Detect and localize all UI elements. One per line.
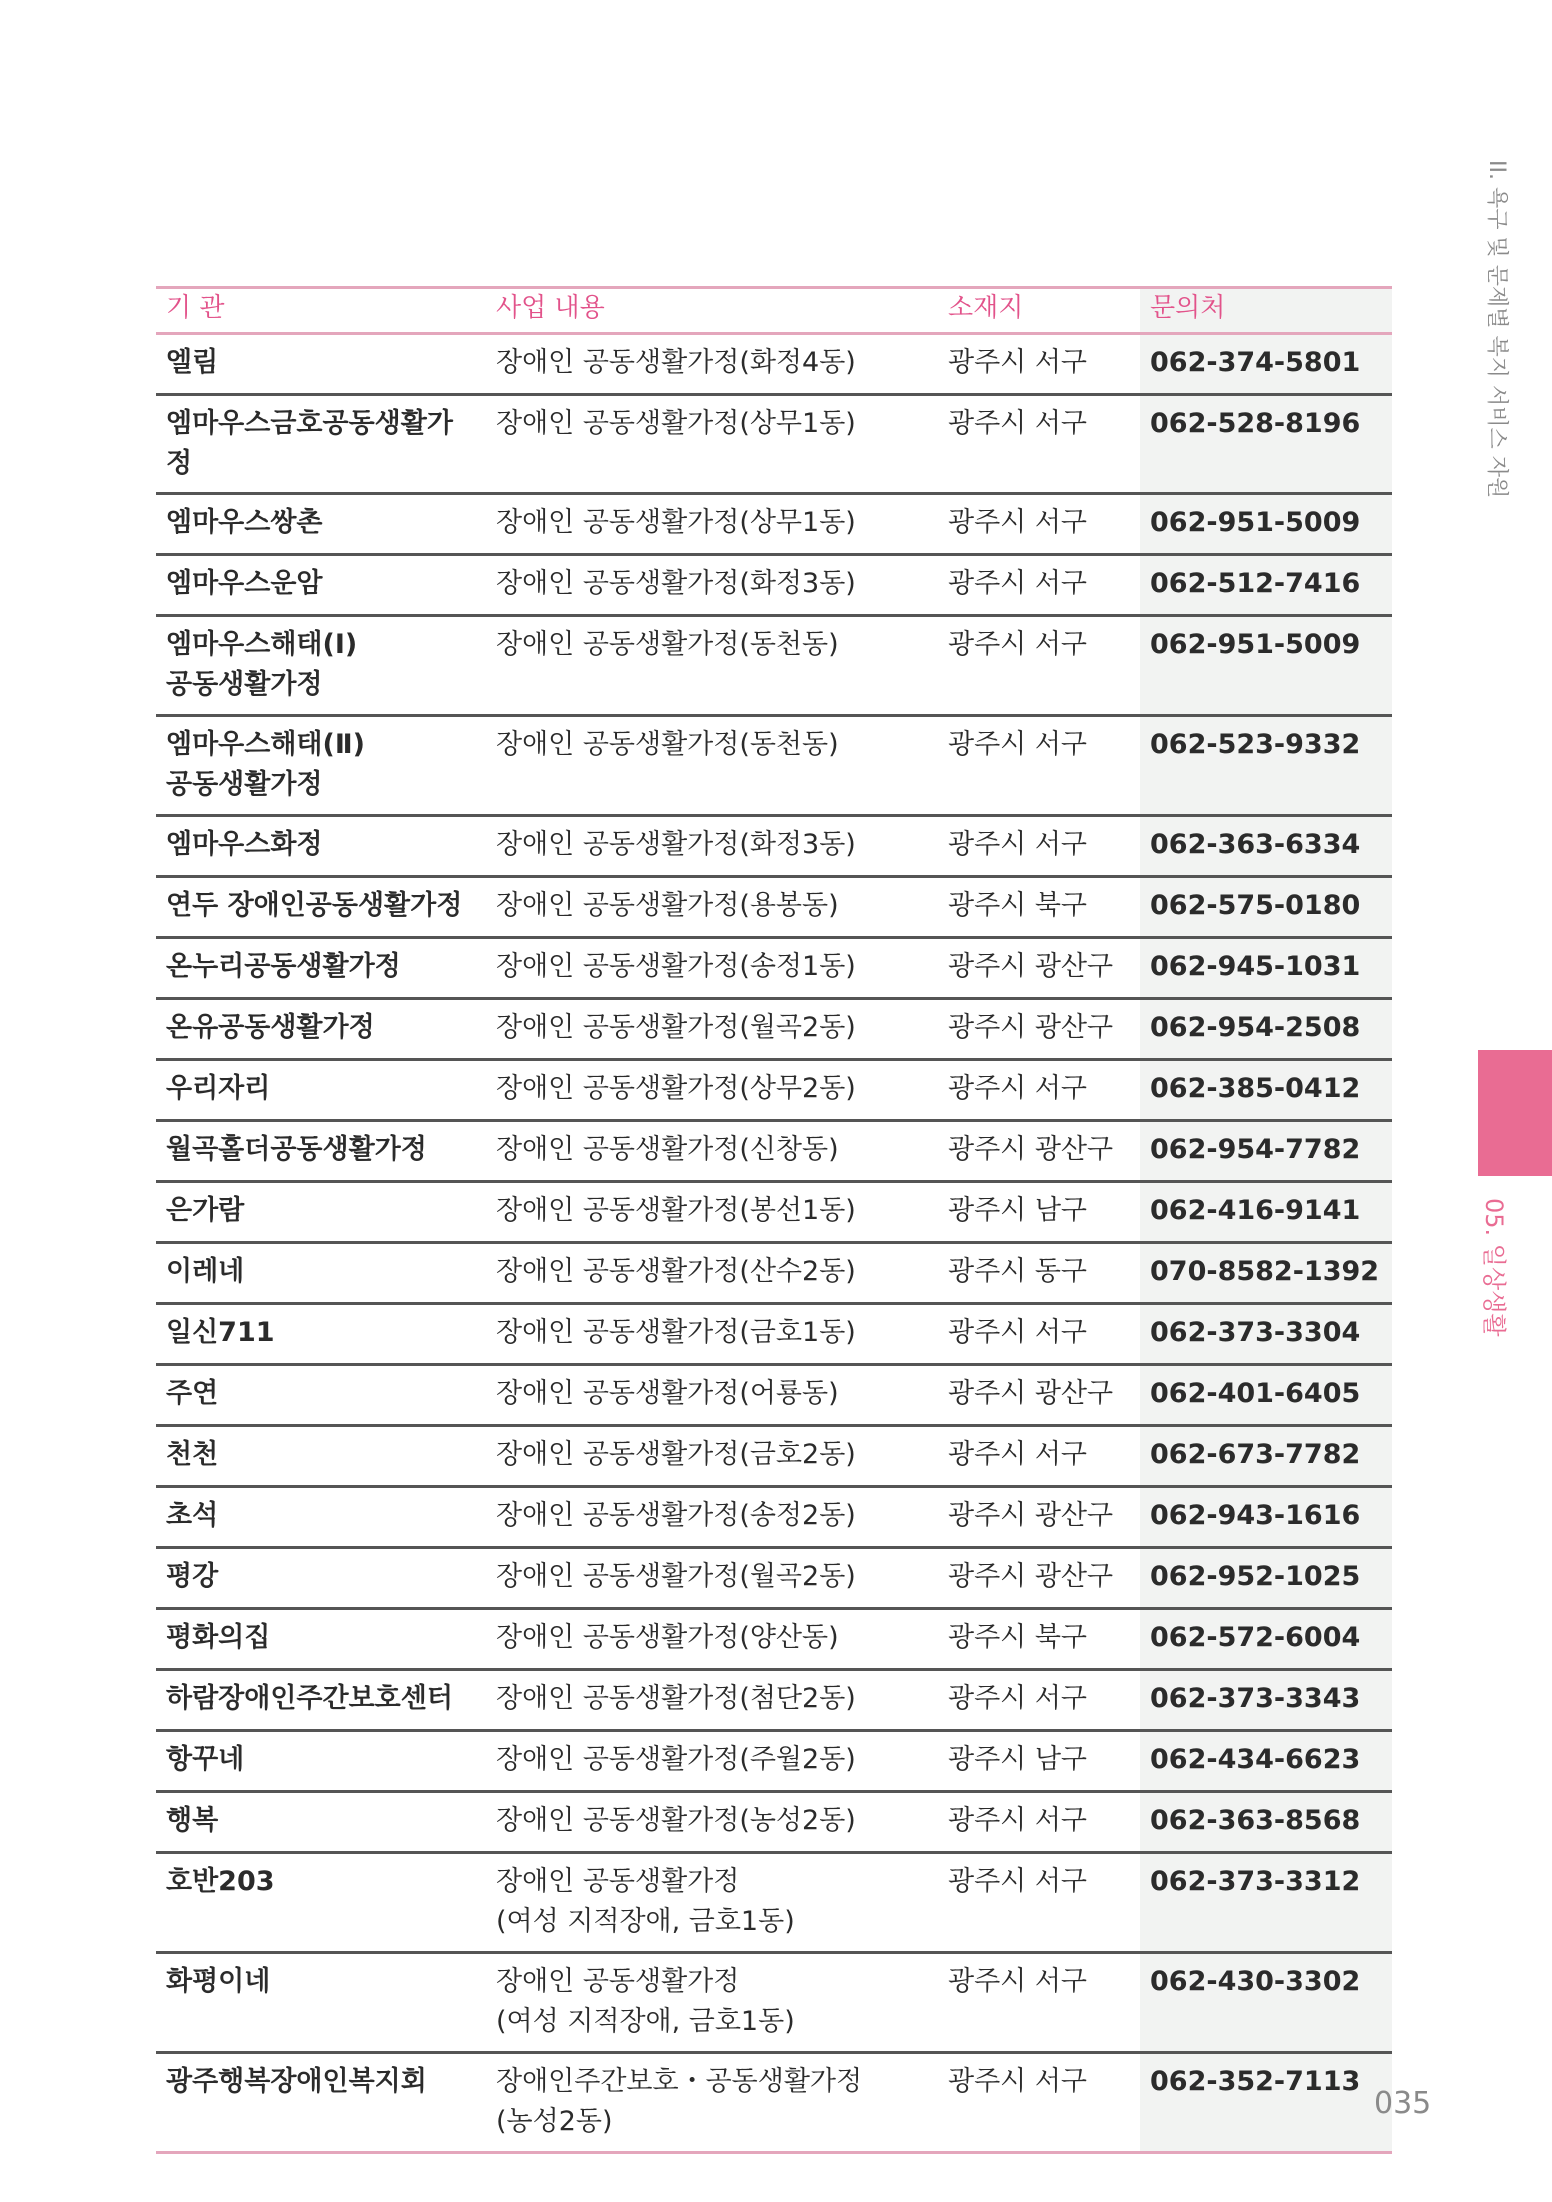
org-cell: 행복 bbox=[166, 1805, 219, 1836]
location-cell: 광주시 동구 bbox=[948, 1256, 1087, 1287]
table-row bbox=[156, 939, 1392, 1000]
location-cell: 광주시 서구 bbox=[948, 1073, 1087, 1104]
table-row bbox=[156, 1305, 1392, 1366]
org-cell: 평강 bbox=[166, 1561, 219, 1592]
table-row bbox=[156, 1671, 1392, 1732]
table-row bbox=[156, 1061, 1392, 1122]
service-cell: 장애인 공동생활가정(상무1동) bbox=[496, 507, 856, 538]
table-row bbox=[156, 495, 1392, 556]
service-cell: 장애인 공동생활가정(월곡2동) bbox=[496, 1012, 856, 1043]
header-service: 사업 내용 bbox=[496, 293, 605, 323]
location-cell: 광주시 광산구 bbox=[948, 1012, 1114, 1043]
org-cell: 은가람 bbox=[166, 1195, 245, 1226]
table-row bbox=[156, 1610, 1392, 1671]
org-cell: 호반203 bbox=[166, 1866, 275, 1897]
location-cell: 광주시 서구 bbox=[948, 507, 1087, 538]
location-cell: 광주시 광산구 bbox=[948, 1134, 1114, 1165]
org-cell: 화평이네 bbox=[166, 1966, 271, 1997]
phone-cell: 062-385-0412 bbox=[1140, 1061, 1392, 1119]
org-cell: 이레네 bbox=[166, 1256, 245, 1287]
table-row bbox=[156, 817, 1392, 878]
org-cell: 엠마우스금호공동생활가정 bbox=[166, 408, 453, 479]
org-cell: 엠마우스해태(Ⅰ) 공동생활가정 bbox=[166, 629, 358, 700]
org-cell: 엘림 bbox=[166, 347, 219, 378]
org-cell: 온유공동생활가정 bbox=[166, 1012, 375, 1043]
page-number: 035 bbox=[1374, 2086, 1432, 2121]
phone-cell: 062-673-7782 bbox=[1140, 1427, 1392, 1485]
phone-cell: 062-945-1031 bbox=[1140, 939, 1392, 997]
location-cell: 광주시 서구 bbox=[948, 1805, 1087, 1836]
table-row bbox=[156, 396, 1392, 495]
facility-table bbox=[156, 286, 1392, 2154]
service-cell: 장애인 공동생활가정(금호1동) bbox=[496, 1317, 856, 1348]
org-cell: 엠마우스쌍촌 bbox=[166, 507, 323, 538]
org-cell: 주연 bbox=[166, 1378, 219, 1409]
org-cell: 평화의집 bbox=[166, 1622, 271, 1653]
phone-cell: 062-951-5009 bbox=[1140, 495, 1392, 553]
phone-cell: 062-374-5801 bbox=[1140, 335, 1392, 393]
table-row bbox=[156, 1488, 1392, 1549]
header-phone: 문의처 bbox=[1140, 289, 1392, 332]
service-cell: 장애인 공동생활가정(월곡2동) bbox=[496, 1561, 856, 1592]
org-cell: 우리자리 bbox=[166, 1073, 271, 1104]
table-row bbox=[156, 1732, 1392, 1793]
org-cell: 일신711 bbox=[166, 1317, 275, 1348]
location-cell: 광주시 서구 bbox=[948, 2066, 1087, 2097]
service-cell: 장애인 공동생활가정(첨단2동) bbox=[496, 1683, 856, 1714]
phone-cell: 070-8582-1392 bbox=[1140, 1244, 1392, 1302]
phone-cell: 062-416-9141 bbox=[1140, 1183, 1392, 1241]
location-cell: 광주시 서구 bbox=[948, 1439, 1087, 1470]
table-row bbox=[156, 1549, 1392, 1610]
org-cell: 초석 bbox=[166, 1500, 219, 1531]
org-cell: 연두 장애인공동생활가정 bbox=[166, 890, 463, 921]
location-cell: 광주시 서구 bbox=[948, 347, 1087, 378]
table-row bbox=[156, 1244, 1392, 1305]
phone-cell: 062-363-8568 bbox=[1140, 1793, 1392, 1851]
table-row bbox=[156, 1122, 1392, 1183]
phone-cell: 062-373-3312 bbox=[1140, 1854, 1392, 1951]
org-cell: 하람장애인주간보호센터 bbox=[166, 1683, 453, 1714]
org-cell: 온누리공동생활가정 bbox=[166, 951, 401, 982]
org-cell: 엠마우스화정 bbox=[166, 829, 323, 860]
service-cell: 장애인 공동생활가정(금호2동) bbox=[496, 1439, 856, 1470]
service-cell: 장애인 공동생활가정(주월2동) bbox=[496, 1744, 856, 1775]
phone-cell: 062-373-3343 bbox=[1140, 1671, 1392, 1729]
service-cell: 장애인 공동생활가정(용봉동) bbox=[496, 890, 839, 921]
side-running-header: II. 욕구 및 문제별 복지 서비스 자원 bbox=[1484, 160, 1509, 499]
org-cell: 광주행복장애인복지회 bbox=[166, 2066, 427, 2097]
location-cell: 광주시 서구 bbox=[948, 829, 1087, 860]
service-cell: 장애인 공동생활가정(봉선1동) bbox=[496, 1195, 856, 1226]
service-cell: 장애인 공동생활가정(동천동) bbox=[496, 629, 839, 660]
location-cell: 광주시 광산구 bbox=[948, 1561, 1114, 1592]
phone-cell: 062-512-7416 bbox=[1140, 556, 1392, 614]
table-header-row bbox=[156, 289, 1392, 335]
service-cell: 장애인 공동생활가정(화정3동) bbox=[496, 829, 856, 860]
service-cell: 장애인 공동생활가정(동천동) bbox=[496, 729, 839, 760]
location-cell: 광주시 북구 bbox=[948, 890, 1087, 921]
location-cell: 광주시 서구 bbox=[948, 408, 1087, 439]
org-cell: 엠마우스해태(Ⅱ) 공동생활가정 bbox=[166, 729, 365, 800]
phone-cell: 062-430-3302 bbox=[1140, 1954, 1392, 2051]
service-cell: 장애인 공동생활가정(화정3동) bbox=[496, 568, 856, 599]
phone-cell: 062-352-7113 bbox=[1140, 2054, 1392, 2151]
table-row bbox=[156, 1183, 1392, 1244]
header-location: 소재지 bbox=[948, 293, 1024, 323]
phone-cell: 062-954-2508 bbox=[1140, 1000, 1392, 1058]
service-cell: 장애인주간보호・공동생활가정 (농성2동) bbox=[496, 2066, 863, 2137]
side-section-label: 05. 일상생활 bbox=[1480, 1198, 1508, 1337]
location-cell: 광주시 서구 bbox=[948, 568, 1087, 599]
table-row bbox=[156, 335, 1392, 396]
location-cell: 광주시 남구 bbox=[948, 1744, 1087, 1775]
service-cell: 장애인 공동생활가정(신창동) bbox=[496, 1134, 839, 1165]
phone-cell: 062-943-1616 bbox=[1140, 1488, 1392, 1546]
table-row bbox=[156, 1000, 1392, 1061]
table-row bbox=[156, 717, 1392, 817]
service-cell: 장애인 공동생활가정(농성2동) bbox=[496, 1805, 856, 1836]
service-cell: 장애인 공동생활가정(상무2동) bbox=[496, 1073, 856, 1104]
org-cell: 천천 bbox=[166, 1439, 219, 1470]
location-cell: 광주시 서구 bbox=[948, 1683, 1087, 1714]
location-cell: 광주시 남구 bbox=[948, 1195, 1087, 1226]
table-row bbox=[156, 1427, 1392, 1488]
table-body bbox=[156, 335, 1392, 2154]
table-row bbox=[156, 617, 1392, 717]
phone-cell: 062-572-6004 bbox=[1140, 1610, 1392, 1668]
location-cell: 광주시 광산구 bbox=[948, 1378, 1114, 1409]
service-cell: 장애인 공동생활가정(어룡동) bbox=[496, 1378, 839, 1409]
table-row bbox=[156, 1954, 1392, 2054]
service-cell: 장애인 공동생활가정(송정2동) bbox=[496, 1500, 856, 1531]
phone-cell: 062-434-6623 bbox=[1140, 1732, 1392, 1790]
location-cell: 광주시 서구 bbox=[948, 1966, 1087, 1997]
org-cell: 항꾸네 bbox=[166, 1744, 245, 1775]
location-cell: 광주시 서구 bbox=[948, 1317, 1087, 1348]
phone-cell: 062-952-1025 bbox=[1140, 1549, 1392, 1607]
org-cell: 월곡홀더공동생활가정 bbox=[166, 1134, 427, 1165]
service-cell: 장애인 공동생활가정(양산동) bbox=[496, 1622, 839, 1653]
location-cell: 광주시 서구 bbox=[948, 629, 1087, 660]
location-cell: 광주시 광산구 bbox=[948, 951, 1114, 982]
service-cell: 장애인 공동생활가정(송정1동) bbox=[496, 951, 856, 982]
table-row bbox=[156, 1793, 1392, 1854]
phone-cell: 062-401-6405 bbox=[1140, 1366, 1392, 1424]
service-cell: 장애인 공동생활가정(화정4동) bbox=[496, 347, 856, 378]
phone-cell: 062-523-9332 bbox=[1140, 717, 1392, 814]
phone-cell: 062-363-6334 bbox=[1140, 817, 1392, 875]
location-cell: 광주시 북구 bbox=[948, 1622, 1087, 1653]
phone-cell: 062-951-5009 bbox=[1140, 617, 1392, 714]
service-cell: 장애인 공동생활가정 (여성 지적장애, 금호1동) bbox=[496, 1966, 795, 2037]
service-cell: 장애인 공동생활가정(상무1동) bbox=[496, 408, 856, 439]
phone-cell: 062-954-7782 bbox=[1140, 1122, 1392, 1180]
location-cell: 광주시 서구 bbox=[948, 729, 1087, 760]
phone-cell: 062-373-3304 bbox=[1140, 1305, 1392, 1363]
service-cell: 장애인 공동생활가정 (여성 지적장애, 금호1동) bbox=[496, 1866, 795, 1937]
service-cell: 장애인 공동생활가정(산수2동) bbox=[496, 1256, 856, 1287]
org-cell: 엠마우스운암 bbox=[166, 568, 323, 599]
location-cell: 광주시 서구 bbox=[948, 1866, 1087, 1897]
section-tab-marker bbox=[1478, 1050, 1552, 1176]
table-row bbox=[156, 556, 1392, 617]
header-org: 기 관 bbox=[166, 293, 225, 323]
phone-cell: 062-575-0180 bbox=[1140, 878, 1392, 936]
table-row bbox=[156, 878, 1392, 939]
table-row bbox=[156, 2054, 1392, 2154]
table-row bbox=[156, 1366, 1392, 1427]
location-cell: 광주시 광산구 bbox=[948, 1500, 1114, 1531]
table-row bbox=[156, 1854, 1392, 1954]
phone-cell: 062-528-8196 bbox=[1140, 396, 1392, 492]
